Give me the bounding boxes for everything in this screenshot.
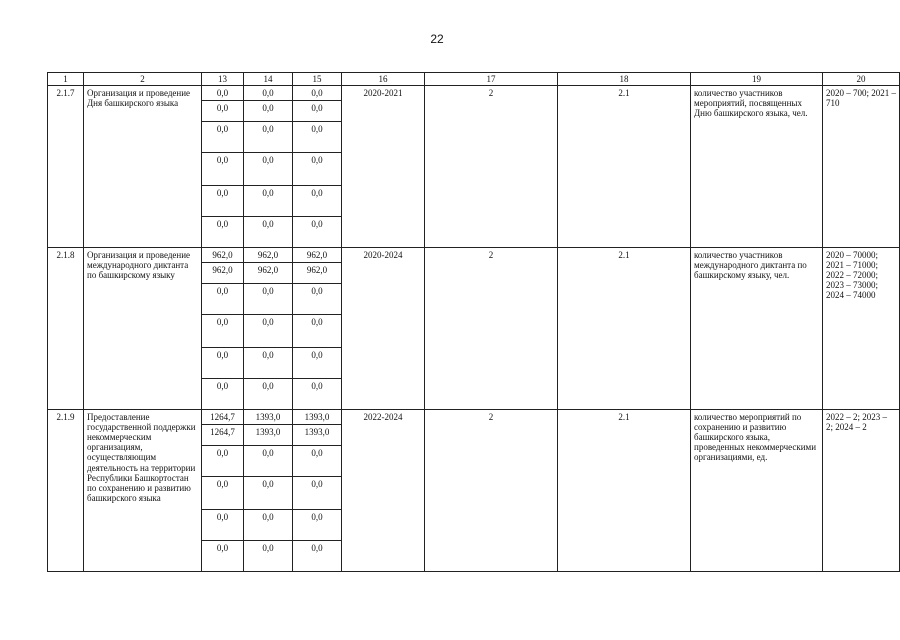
- row-id: 2.1.9: [48, 410, 84, 572]
- value-cell: 0,0: [293, 541, 342, 572]
- value-cell: 1264,7: [202, 425, 244, 446]
- value-cell: 0,0: [244, 153, 293, 186]
- value-cell: 962,0: [293, 263, 342, 284]
- value-cell: 0,0: [293, 86, 342, 101]
- row-col17: 2: [425, 248, 558, 410]
- row-period: 2022-2024: [342, 410, 425, 572]
- value-cell: 0,0: [293, 348, 342, 379]
- value-cell: 0,0: [293, 153, 342, 186]
- value-cell: 0,0: [293, 186, 342, 217]
- value-cell: 0,0: [244, 446, 293, 477]
- value-cell: 0,0: [202, 379, 244, 410]
- header-cell: 13: [202, 73, 244, 86]
- row-targets: 2022 – 2; 2023 – 2; 2024 – 2: [823, 410, 900, 572]
- value-cell: 0,0: [244, 217, 293, 248]
- table-row: [48, 86, 900, 101]
- value-cell: 0,0: [202, 541, 244, 572]
- value-cell: 0,0: [293, 379, 342, 410]
- value-cell: 962,0: [244, 248, 293, 263]
- header-cell: 2: [84, 73, 202, 86]
- row-targets: 2020 – 700; 2021 – 710: [823, 86, 900, 248]
- header-cell: 20: [823, 73, 900, 86]
- header-cell: 16: [342, 73, 425, 86]
- value-cell: 0,0: [244, 541, 293, 572]
- value-cell: 0,0: [202, 217, 244, 248]
- value-cell: 0,0: [244, 86, 293, 101]
- row-col18: 2.1: [558, 86, 691, 248]
- value-cell: 1393,0: [293, 425, 342, 446]
- value-cell: 0,0: [244, 348, 293, 379]
- value-cell: 1393,0: [244, 410, 293, 425]
- row-targets: 2020 – 70000; 2021 – 71000; 2022 – 72000; 2023 – 73000; 2024 – 74000: [823, 248, 900, 410]
- row-indicator: количество участников мероприятий, посвященных Дню башкирского языка, чел.: [691, 86, 823, 248]
- value-cell: 1393,0: [244, 425, 293, 446]
- value-cell: 0,0: [202, 186, 244, 217]
- row-col18: 2.1: [558, 410, 691, 572]
- value-cell: 0,0: [202, 153, 244, 186]
- header-cell: 18: [558, 73, 691, 86]
- value-cell: 0,0: [202, 122, 244, 153]
- value-cell: 0,0: [293, 101, 342, 122]
- header-cell: 17: [425, 73, 558, 86]
- value-cell: 0,0: [244, 101, 293, 122]
- value-cell: 0,0: [293, 284, 342, 315]
- value-cell: 0,0: [244, 379, 293, 410]
- row-indicator: количество мероприятий по сохранению и развитию башкирского языка, проведенных некоммерческими организациями, ед.: [691, 410, 823, 572]
- value-cell: 0,0: [244, 122, 293, 153]
- row-name: Предоставление государственной поддержки некоммерческим организациям, осуществляющим деятельность на территории Республики Башкортостан по сохранению и развитию башкирского языка: [84, 410, 202, 572]
- value-cell: 0,0: [293, 446, 342, 477]
- header-cell: 15: [293, 73, 342, 86]
- value-cell: 0,0: [202, 510, 244, 541]
- header-cell: 1: [48, 73, 84, 86]
- value-cell: 0,0: [202, 348, 244, 379]
- value-cell: 962,0: [244, 263, 293, 284]
- value-cell: 0,0: [244, 477, 293, 510]
- row-col18: 2.1: [558, 248, 691, 410]
- header-cell: 14: [244, 73, 293, 86]
- value-cell: 1393,0: [293, 410, 342, 425]
- row-id: 2.1.8: [48, 248, 84, 410]
- value-cell: 0,0: [293, 510, 342, 541]
- row-name: Организация и проведение Дня башкирского языка: [84, 86, 202, 248]
- value-cell: 0,0: [244, 510, 293, 541]
- value-cell: 0,0: [202, 446, 244, 477]
- row-col17: 2: [425, 410, 558, 572]
- program-table: [47, 72, 900, 572]
- value-cell: 0,0: [202, 101, 244, 122]
- page-number: 22: [430, 32, 444, 46]
- value-cell: 0,0: [202, 86, 244, 101]
- header-cell: 19: [691, 73, 823, 86]
- value-cell: 0,0: [293, 477, 342, 510]
- value-cell: 0,0: [202, 477, 244, 510]
- value-cell: 962,0: [202, 248, 244, 263]
- value-cell: 0,0: [244, 186, 293, 217]
- value-cell: 0,0: [202, 315, 244, 348]
- row-id: 2.1.7: [48, 86, 84, 248]
- value-cell: 0,0: [244, 284, 293, 315]
- value-cell: 0,0: [244, 315, 293, 348]
- value-cell: 962,0: [293, 248, 342, 263]
- row-col17: 2: [425, 86, 558, 248]
- value-cell: 0,0: [293, 217, 342, 248]
- row-period: 2020-2021: [342, 86, 425, 248]
- value-cell: 962,0: [202, 263, 244, 284]
- row-indicator: количество участников международного диктанта по башкирскому языку, чел.: [691, 248, 823, 410]
- value-cell: 1264,7: [202, 410, 244, 425]
- table-row: [48, 410, 900, 425]
- value-cell: 0,0: [293, 122, 342, 153]
- table-row: [48, 248, 900, 263]
- value-cell: 0,0: [202, 284, 244, 315]
- row-name: Организация и проведение международного диктанта по башкирскому языку: [84, 248, 202, 410]
- row-period: 2020-2024: [342, 248, 425, 410]
- value-cell: 0,0: [293, 315, 342, 348]
- header-row: [48, 73, 900, 86]
